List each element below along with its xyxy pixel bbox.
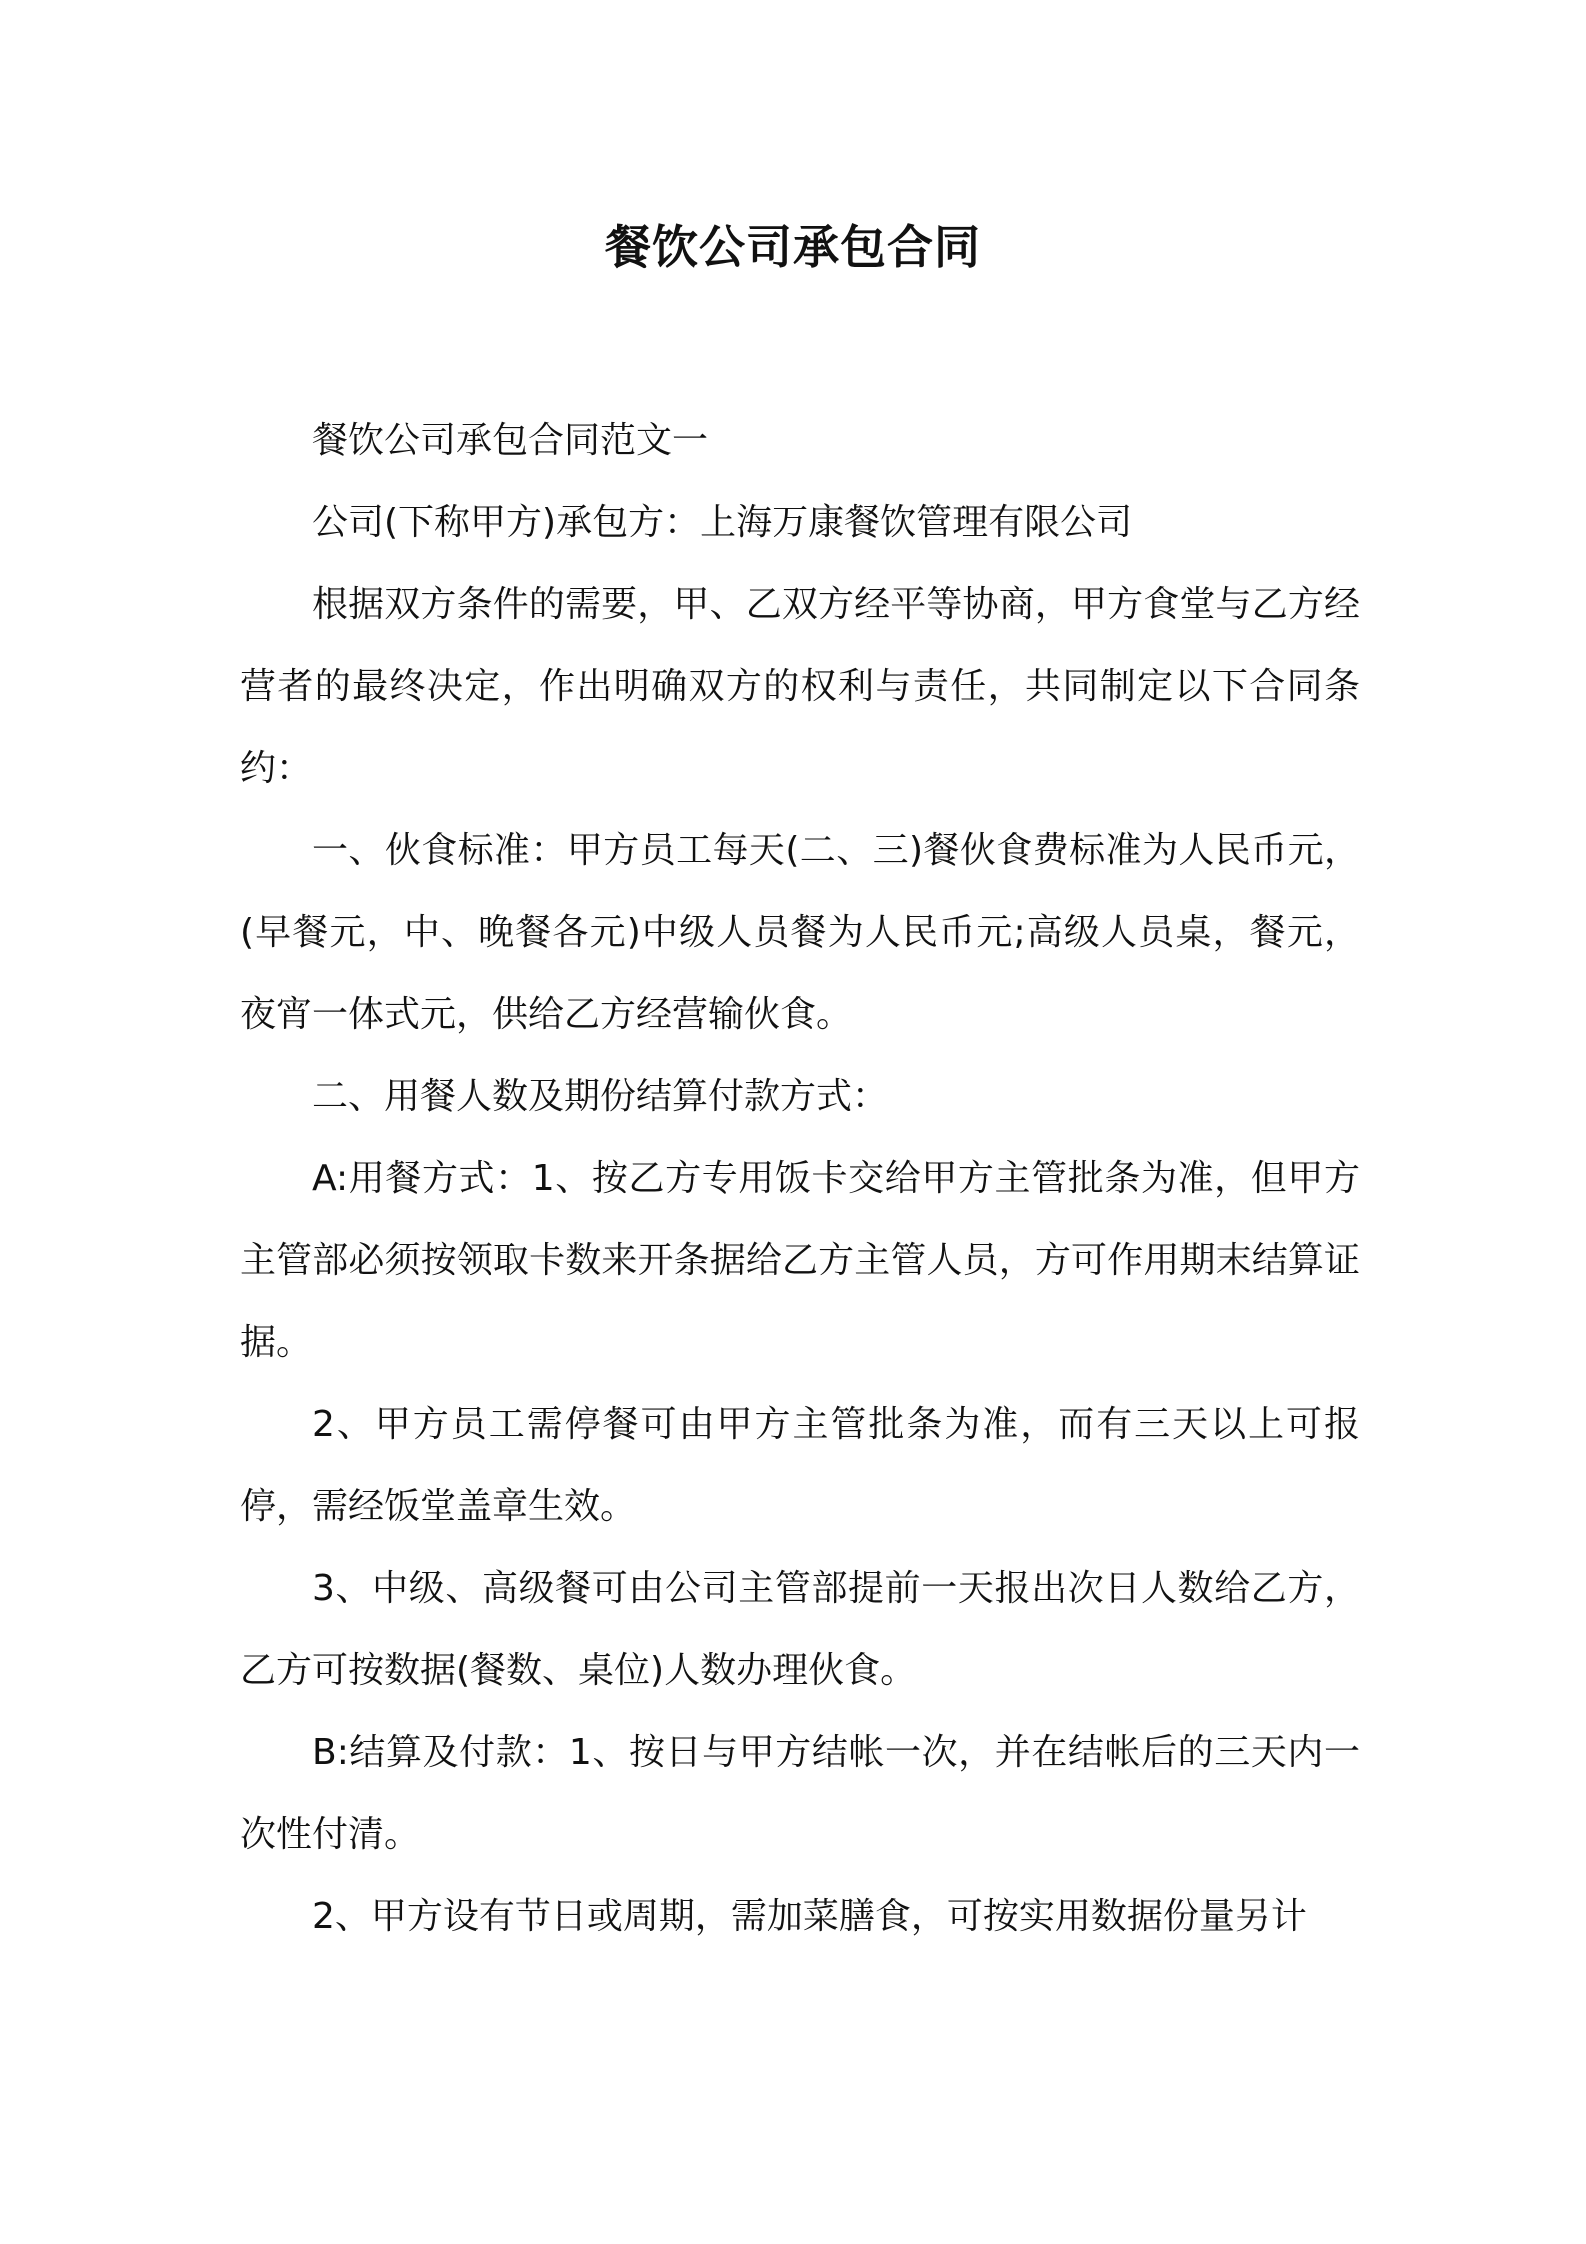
paragraph-preamble: 根据双方条件的需要，甲、乙双方经平等协商，甲方食堂与乙方经营者的最终决定，作出明确双方的权利与责任，共同制定以下合同条约： bbox=[240, 584, 1360, 789]
paragraph-contractor: 公司(下称甲方)承包方：上海万康餐饮管理有限公司 bbox=[312, 502, 1133, 543]
paragraph-section-two-heading: 二、用餐人数及期份结算付款方式： bbox=[312, 1076, 889, 1117]
paragraph-dining-method-1: A:用餐方式：1、按乙方专用饭卡交给甲方主管批条为准，但甲方主管部必须按领取卡数来开条据给乙方主管人员，方可作用期末结算证据。 bbox=[240, 1158, 1360, 1363]
paragraph-settlement-2: 2、甲方设有节日或周期，需加菜膳食，可按实用数据份量另计 bbox=[312, 1896, 1307, 1937]
document-title: 餐饮公司承包合同 bbox=[605, 220, 981, 274]
paragraph-settlement-1: B:结算及付款：1、按日与甲方结帐一次，并在结帐后的三天内一次性付清。 bbox=[240, 1732, 1360, 1855]
paragraph-meal-standard: 一、伙食标准：甲方员工每天(二、三)餐伙食费标准为人民币元，(早餐元，中、晚餐各元)中级人员餐为人民币元;高级人员桌，餐元，夜宵一体式元，供给乙方经营输伙食。 bbox=[240, 830, 1360, 1035]
paragraph-subtitle: 餐饮公司承包合同范文一 bbox=[312, 420, 709, 461]
paragraph-dining-method-3: 3、中级、高级餐可由公司主管部提前一天报出次日人数给乙方，乙方可按数据(餐数、桌位)人数办理伙食。 bbox=[240, 1568, 1360, 1691]
paragraph-dining-method-2: 2、甲方员工需停餐可由甲方主管批条为准，而有三天以上可报停，需经饭堂盖章生效。 bbox=[240, 1404, 1360, 1527]
document-body bbox=[240, 400, 1360, 1958]
